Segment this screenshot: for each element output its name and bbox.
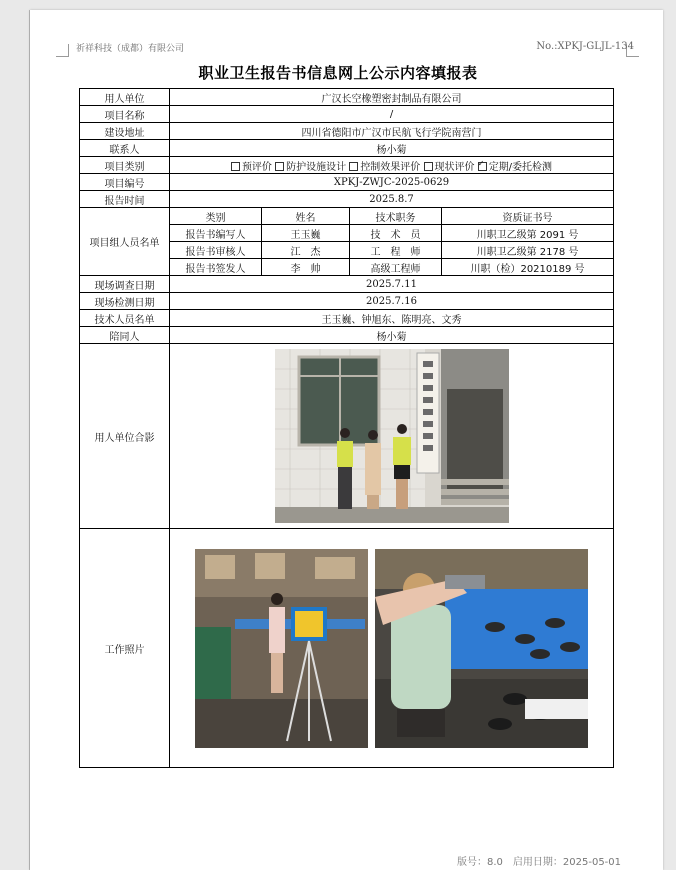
row-project-no xyxy=(80,174,614,191)
document-number: No.:XPKJ-GLJL-134 xyxy=(536,41,634,52)
row-employer xyxy=(80,89,614,106)
work-photo-label: 工作照片 xyxy=(80,529,170,768)
team-label: 项目组人员名单 xyxy=(80,208,170,276)
checkbox-icon xyxy=(349,162,358,171)
team-role: 报告书签发人 xyxy=(170,259,262,276)
project-no-value: XPKJ-ZWJC-2025-0629 xyxy=(170,174,614,191)
company-header: 祈祥科技（成都）有限公司 xyxy=(76,44,185,54)
team-role: 报告书审核人 xyxy=(170,242,262,259)
team-header-name: 姓名 xyxy=(262,208,350,225)
team-header-cert: 资质证书号 xyxy=(442,208,614,225)
row-survey-date xyxy=(80,276,614,293)
employer-value: 广汉长空橡塑密封制品有限公司 xyxy=(170,89,614,106)
project-name-label: 项目名称 xyxy=(80,106,170,123)
row-address xyxy=(80,123,614,140)
work-photo-image-1 xyxy=(195,549,368,748)
category-options xyxy=(170,157,614,174)
team-name: 李 帅 xyxy=(262,259,350,276)
team-header-role: 类别 xyxy=(170,208,262,225)
address-value: 四川省德阳市广汉市民航飞行学院南营门 xyxy=(170,123,614,140)
crop-mark-left xyxy=(56,44,69,57)
row-companion xyxy=(80,327,614,344)
tech-staff-label: 技术人员名单 xyxy=(80,310,170,327)
team-title: 技 术 员 xyxy=(350,225,442,242)
checkbox-checked-icon xyxy=(478,162,487,171)
employer-label: 用人单位 xyxy=(80,89,170,106)
checkbox-icon xyxy=(424,162,433,171)
disclosure-form-table xyxy=(79,88,614,768)
detect-date-value: 2025.7.16 xyxy=(170,293,614,310)
group-photo-cell xyxy=(170,344,614,529)
row-report-time xyxy=(80,191,614,208)
category-option-status-eval[interactable]: 现状评价 xyxy=(424,162,475,173)
group-photo-label: 用人单位合影 xyxy=(80,344,170,529)
work-photo-cell xyxy=(170,529,614,768)
report-time-value: 2025.8.7 xyxy=(170,191,614,208)
page-footer: 版号：8.0 启用日期：2025-05-01 xyxy=(457,857,622,868)
category-option-protect-design[interactable]: 防护设施设计 xyxy=(275,162,346,173)
group-photo-image xyxy=(275,349,509,523)
row-contact xyxy=(80,140,614,157)
team-cert: 川职卫乙级第 2091 号 xyxy=(442,225,614,242)
project-no-label: 项目编号 xyxy=(80,174,170,191)
row-team-header xyxy=(80,208,614,225)
companion-value: 杨小菊 xyxy=(170,327,614,344)
report-time-label: 报告时间 xyxy=(80,191,170,208)
companion-label: 陪同人 xyxy=(80,327,170,344)
team-header-title: 技术职务 xyxy=(350,208,442,225)
row-detect-date xyxy=(80,293,614,310)
team-title: 高级工程师 xyxy=(350,259,442,276)
team-name: 王玉巍 xyxy=(262,225,350,242)
category-label: 项目类别 xyxy=(80,157,170,174)
row-group-photo xyxy=(80,344,614,529)
project-name-value: / xyxy=(170,106,614,123)
checkbox-icon xyxy=(231,162,240,171)
row-project-name xyxy=(80,106,614,123)
category-option-periodic[interactable]: ✓ 定期/委托检测 xyxy=(478,162,552,173)
row-work-photo xyxy=(80,529,614,768)
contact-value: 杨小菊 xyxy=(170,140,614,157)
team-cert: 川职卫乙级第 2178 号 xyxy=(442,242,614,259)
contact-label: 联系人 xyxy=(80,140,170,157)
team-name: 江 杰 xyxy=(262,242,350,259)
work-photo-image-2 xyxy=(375,549,588,748)
row-category xyxy=(80,157,614,174)
category-option-pre-eval[interactable]: 预评价 xyxy=(231,162,272,173)
survey-date-value: 2025.7.11 xyxy=(170,276,614,293)
tech-staff-value: 王玉巍、钟旭东、陈明亮、文秀 xyxy=(170,310,614,327)
checkbox-icon xyxy=(275,162,284,171)
address-label: 建设地址 xyxy=(80,123,170,140)
row-tech-staff xyxy=(80,310,614,327)
form-title: 职业卫生报告书信息网上公示内容填报表 xyxy=(198,64,478,82)
detect-date-label: 现场检测日期 xyxy=(80,293,170,310)
survey-date-label: 现场调查日期 xyxy=(80,276,170,293)
team-cert: 川职（检）20210189 号 xyxy=(442,259,614,276)
team-title: 工 程 师 xyxy=(350,242,442,259)
category-option-control-eval[interactable]: 控制效果评价 xyxy=(349,162,420,173)
team-role: 报告书编写人 xyxy=(170,225,262,242)
